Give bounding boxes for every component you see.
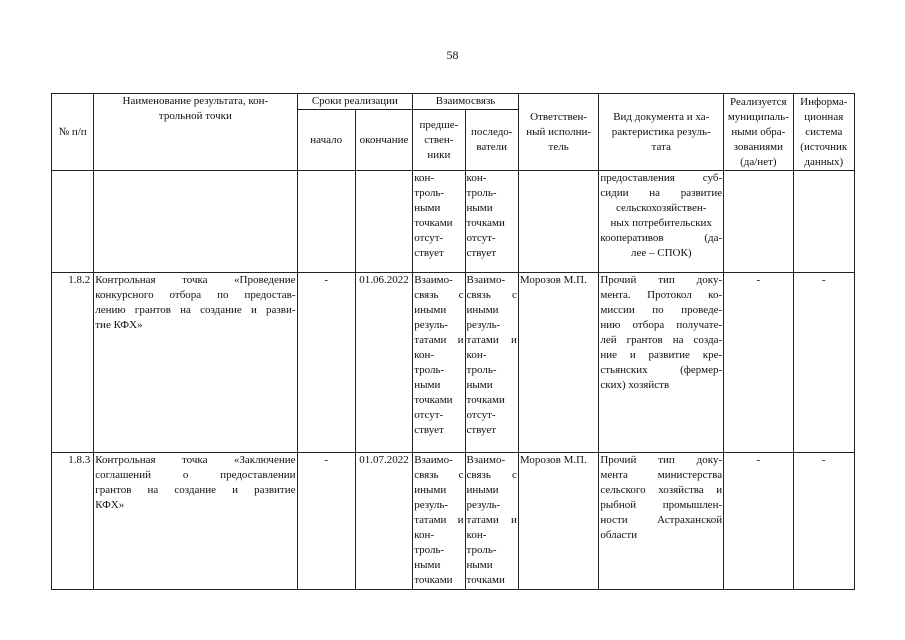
cell-line: нию отбора получате- [600, 319, 723, 331]
cell-line: КФХ» [95, 499, 125, 511]
cell-line: ных потребительских [610, 217, 712, 229]
cell-line: троль- [414, 187, 445, 199]
cell-start: - [297, 453, 355, 590]
header-pred-line: предше- [419, 118, 459, 131]
cell-successors [465, 273, 518, 453]
cell-name [94, 171, 297, 273]
header-municipal-line: муниципаль- [727, 110, 789, 123]
cell-line: татами и [466, 514, 517, 526]
header-resp-line: тель [548, 140, 569, 153]
cell-line: ными [414, 379, 441, 391]
cell-line: кон- [466, 172, 487, 184]
cell-line: тие КФХ» [95, 319, 143, 331]
header-municipal-line: зованиями [733, 140, 784, 153]
header-info-line: данных) [804, 155, 844, 168]
cell-line: иными [414, 304, 447, 316]
cell-line: мента министерства [600, 469, 723, 481]
header-relation-text: Взаимосвязь [435, 95, 496, 107]
header-row-1 [52, 94, 855, 110]
cell-line: Взаимо- [414, 274, 453, 286]
cell-line: области [600, 529, 638, 541]
cell-line: кон- [414, 172, 435, 184]
header-succ-line: ватели [476, 141, 508, 153]
cell-line: Прочий тип доку- [600, 274, 723, 286]
cell-line: кон- [466, 349, 487, 361]
cell-line: татами и [414, 514, 464, 526]
cell-line: Контрольная точка «Заключение [95, 454, 296, 466]
cell-line: лению грантов на создание и разви- [95, 304, 296, 316]
control-points-table [51, 93, 855, 590]
cell-responsible: Морозов М.П. [518, 453, 598, 590]
header-end [355, 110, 412, 171]
header-municipal-line: Реализуется [730, 95, 787, 108]
cell-line: мента. Протокол ко- [600, 289, 723, 301]
header-name [94, 94, 297, 171]
header-resp-line: Ответствен- [530, 110, 588, 123]
cell-predecessors [413, 171, 465, 273]
cell-document [599, 171, 724, 273]
cell-successors [465, 453, 518, 590]
cell-line: связь с [414, 289, 464, 301]
cell-line: предоставления суб- [600, 172, 723, 184]
cell-line: точками [414, 394, 453, 406]
cell-line: отсут- [466, 409, 496, 421]
header-doc-line: Вид документа и ха- [613, 110, 710, 123]
header-num [52, 94, 94, 171]
cell-successors [465, 171, 518, 273]
cell-line: Взаимо- [414, 454, 453, 466]
cell-line: ными [466, 202, 493, 214]
cell-line: Взаимо- [466, 454, 506, 466]
cell-line: грантов на создание и развитие [95, 484, 296, 496]
cell-line: ствует [414, 424, 444, 436]
cell-line: иными [466, 304, 499, 316]
header-pred-line: ствен- [424, 133, 454, 146]
cell-line: точками [414, 217, 453, 229]
cell-info-system: - [793, 453, 854, 590]
header-end-text: окончание [359, 133, 409, 146]
cell-line: татами и [414, 334, 464, 346]
cell-line: соглашений о предоставлении [95, 469, 296, 481]
header-name-line: Наименование результата, кон- [122, 95, 269, 107]
cell-line: резуль- [414, 319, 449, 331]
cell-line: точками [466, 394, 505, 406]
cell-line: лей грантов на созда- [600, 334, 723, 346]
cell-info-system: - [793, 273, 854, 453]
cell-line: резуль- [466, 499, 501, 511]
cell-num: 1.8.3 [52, 453, 94, 590]
cell-line: сельского хозяйства и [600, 484, 723, 496]
cell-end: 01.07.2022 [355, 453, 412, 590]
cell-line: ствует [414, 247, 444, 259]
cell-predecessors [413, 453, 465, 590]
cell-municipal [724, 171, 793, 273]
cell-line: иными [466, 484, 499, 496]
header-responsible [518, 94, 598, 171]
cell-name [94, 453, 297, 590]
cell-document [599, 453, 724, 590]
cell-name [94, 273, 297, 453]
table-row [52, 273, 855, 453]
header-terms-text: Сроки реализации [311, 95, 398, 107]
cell-line: ние и развитие кре- [600, 349, 723, 361]
header-name-line: трольной точки [158, 110, 232, 122]
cell-line: Контрольная точка «Проведение [95, 274, 296, 286]
cell-document [599, 273, 724, 453]
cell-line: рыбной промышлен- [600, 499, 723, 511]
cell-line: стьянских (фермер- [600, 364, 723, 376]
header-relation [413, 94, 519, 110]
header-municipal [724, 94, 793, 171]
table-row [52, 171, 855, 273]
cell-line: кон- [414, 349, 435, 361]
cell-responsible: Морозов М.П. [518, 273, 598, 453]
cell-line: ствует [466, 247, 497, 259]
cell-line: кон- [414, 529, 435, 541]
cell-line: связь с [466, 469, 517, 481]
page-number: 58 [446, 48, 459, 62]
cell-line: троль- [466, 544, 497, 556]
cell-num: 1.8.2 [52, 273, 94, 453]
cell-start [297, 171, 355, 273]
cell-line: ствует [466, 424, 497, 436]
cell-line: Прочий тип доку- [600, 454, 723, 466]
header-municipal-line: (да/нет) [740, 155, 777, 168]
cell-info-system [793, 171, 854, 273]
header-info-line: ционная [804, 110, 844, 123]
header-document [599, 94, 724, 171]
cell-line: ности Астраханской [600, 514, 723, 526]
header-predecessors [413, 110, 465, 171]
cell-line: резуль- [466, 319, 501, 331]
cell-line: точками [414, 574, 453, 586]
cell-line: сельскохозяйствен- [616, 202, 707, 214]
cell-line: троль- [466, 187, 497, 199]
header-info-system [793, 94, 854, 171]
header-successors [465, 110, 518, 171]
cell-line: отсут- [414, 409, 444, 421]
cell-predecessors [413, 273, 465, 453]
header-succ-line: последо- [470, 126, 513, 138]
cell-line: конкурсного отбора по предостав- [95, 289, 296, 301]
cell-end: 01.06.2022 [355, 273, 412, 453]
cell-line: кооперативов (да- [600, 232, 723, 244]
cell-line: троль- [466, 364, 497, 376]
cell-line: связь с [466, 289, 517, 301]
cell-line: кон- [466, 529, 487, 541]
cell-line: отсут- [466, 232, 496, 244]
header-info-line: система [805, 125, 843, 138]
cell-line: ских) хозяйств [600, 379, 670, 391]
header-municipal-line: ными обра- [731, 125, 786, 138]
header-num-text: № п/п [58, 125, 87, 138]
header-doc-line: тата [651, 140, 671, 153]
header-info-line: Информа- [800, 95, 848, 108]
cell-line: татами и [466, 334, 517, 346]
cell-line: троль- [414, 364, 445, 376]
cell-line: сидии на развитие [600, 187, 723, 199]
cell-line: точками [466, 217, 505, 229]
cell-line: миссии по проведе- [600, 304, 723, 316]
header-terms [297, 94, 413, 110]
cell-line: ными [414, 559, 441, 571]
cell-responsible [518, 171, 598, 273]
cell-end [355, 171, 412, 273]
table-row [52, 453, 855, 590]
header-info-line: (источник [800, 140, 848, 153]
header-start-text: начало [310, 133, 343, 146]
cell-line: троль- [414, 544, 445, 556]
cell-line: отсут- [414, 232, 444, 244]
cell-line: резуль- [414, 499, 449, 511]
cell-line: ными [466, 379, 493, 391]
cell-line: точками [466, 574, 505, 586]
cell-line: Взаимо- [466, 274, 506, 286]
cell-municipal: - [724, 453, 793, 590]
cell-line: лее – СПОК) [631, 247, 692, 259]
cell-start: - [297, 273, 355, 453]
cell-num [52, 171, 94, 273]
cell-line: ными [466, 559, 493, 571]
cell-line: ными [414, 202, 441, 214]
header-pred-line: ники [427, 148, 451, 161]
cell-line: связь с [414, 469, 464, 481]
header-start [297, 110, 355, 171]
cell-line: иными [414, 484, 447, 496]
header-resp-line: ный исполни- [526, 125, 592, 138]
cell-municipal: - [724, 273, 793, 453]
header-doc-line: рактеристика резуль- [611, 125, 711, 138]
